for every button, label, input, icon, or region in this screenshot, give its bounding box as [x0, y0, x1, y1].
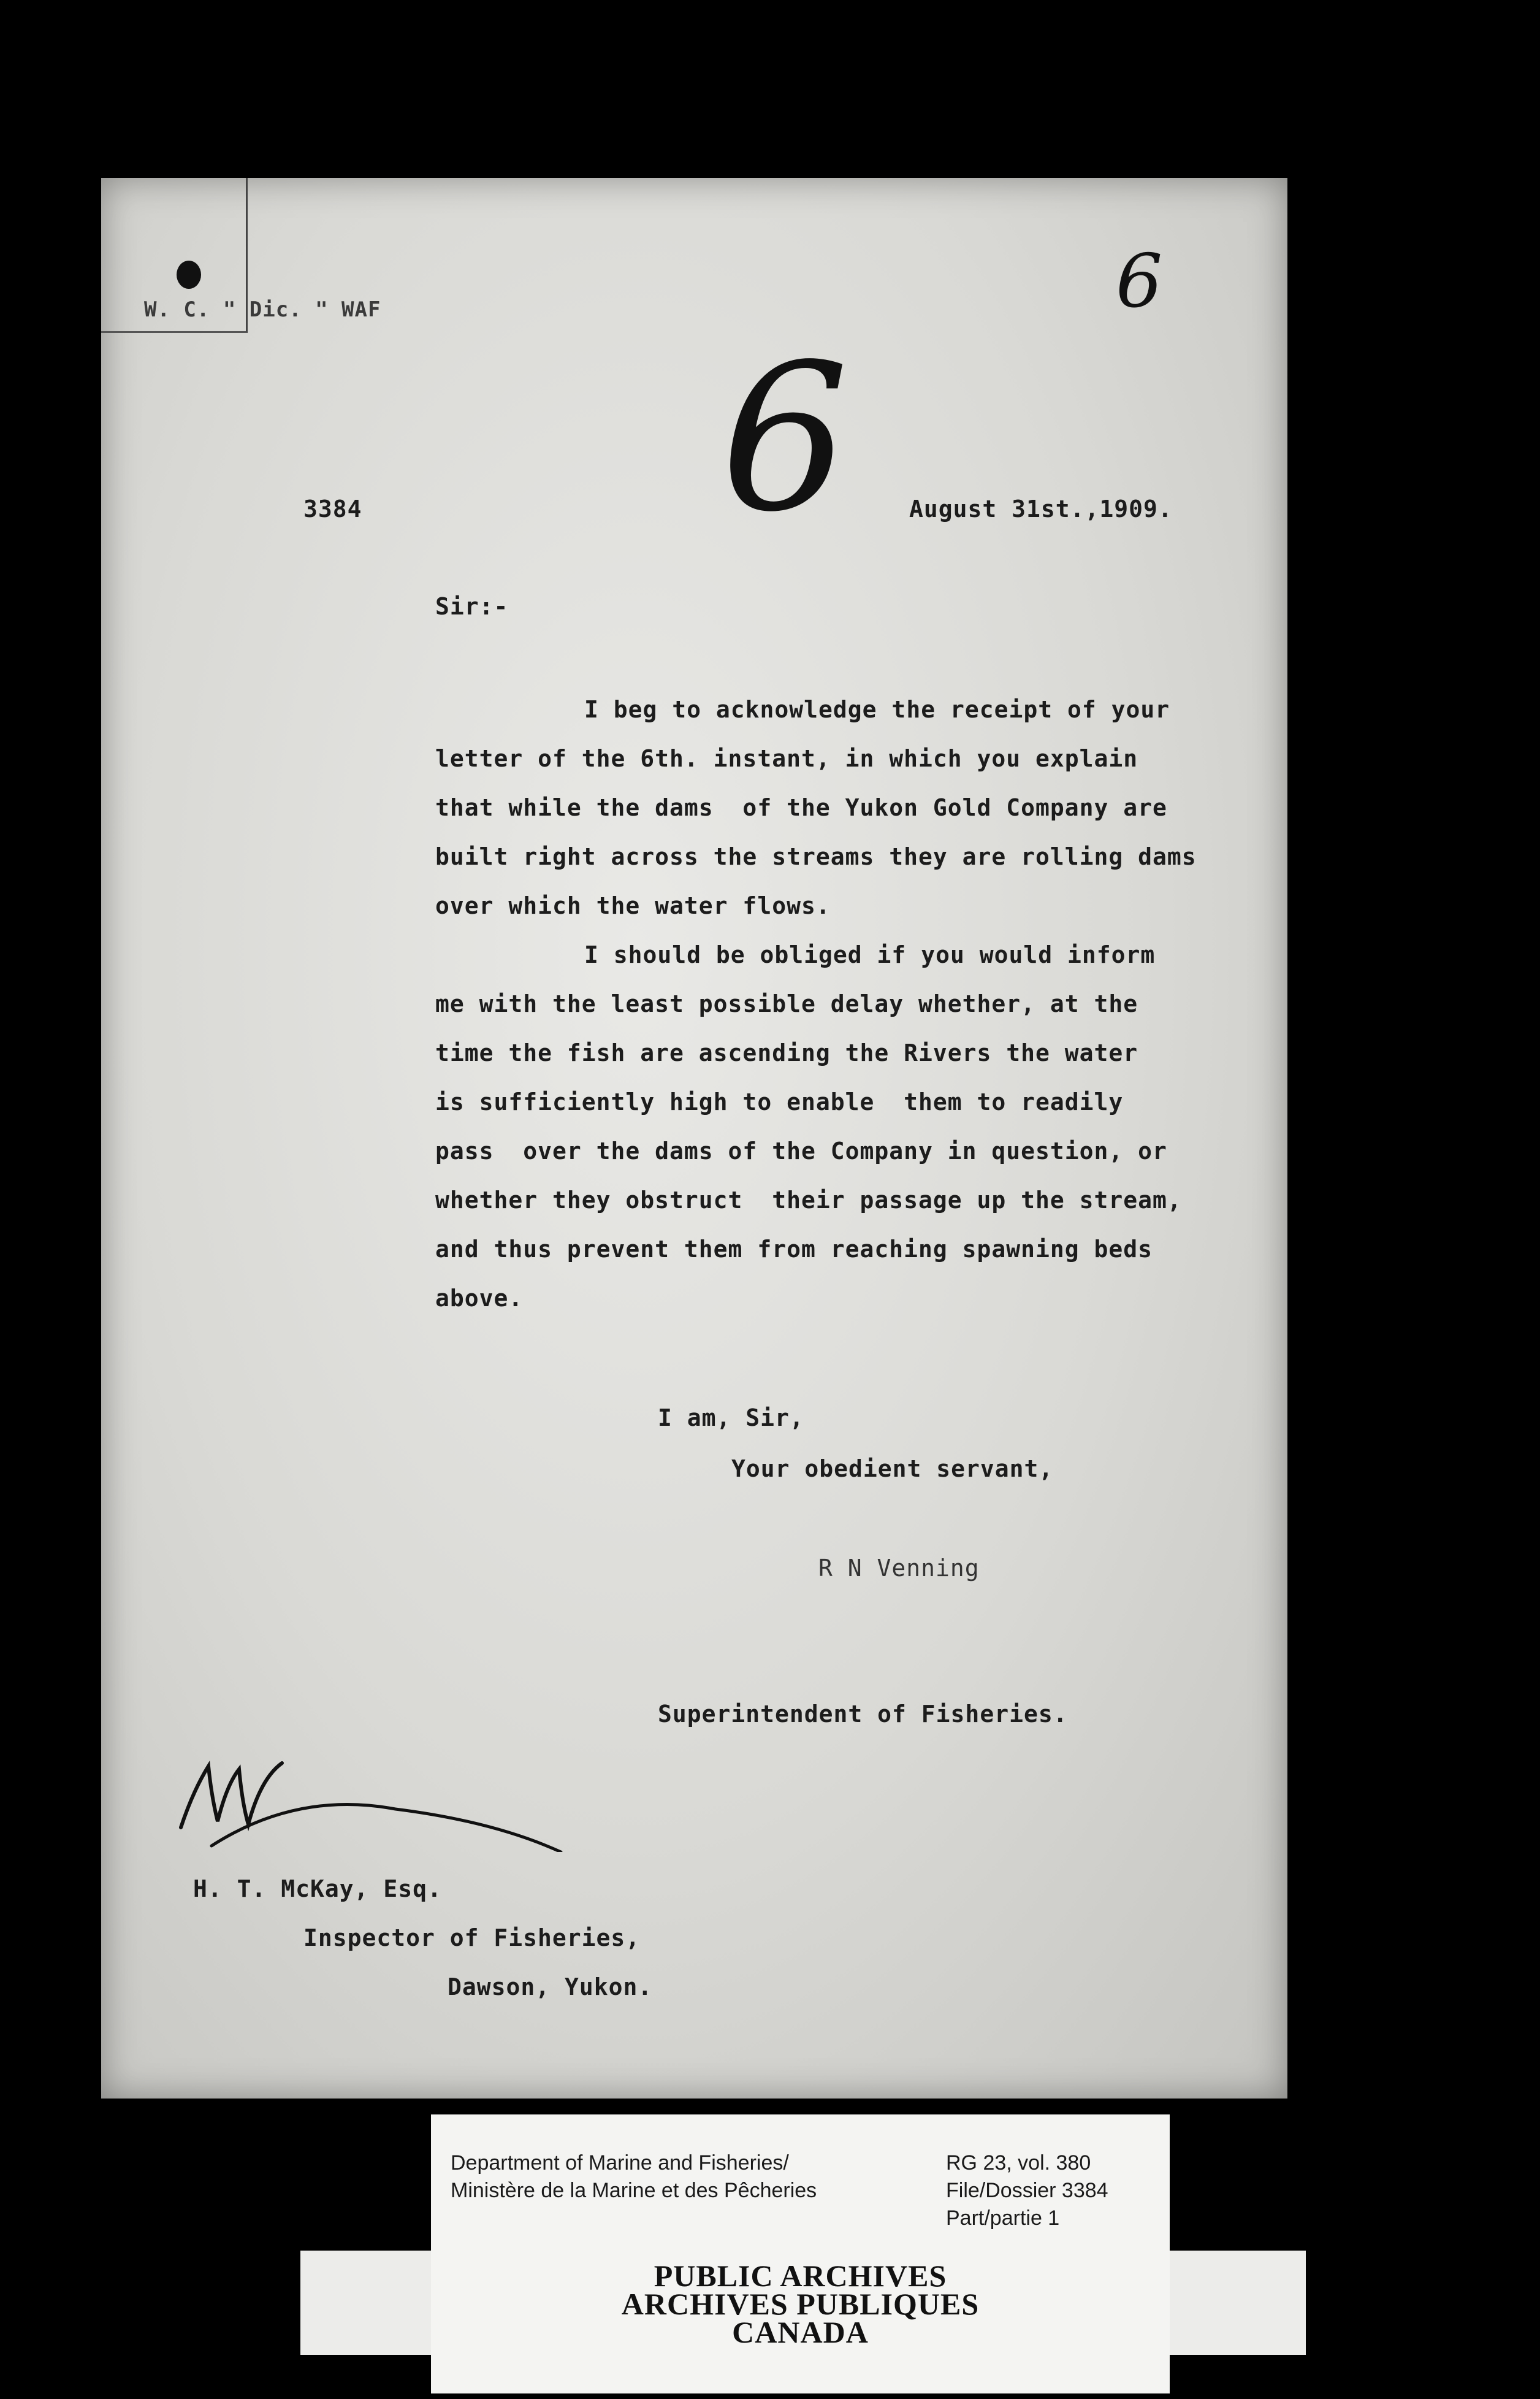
body-line: and thus prevent them from reaching spawning beds [435, 1236, 1153, 1263]
closing-line: I am, Sir, [658, 1404, 804, 1431]
initials-signature [175, 1754, 592, 1852]
body-line: whether they obstruct their passage up the stream, [435, 1187, 1182, 1214]
corner-handwritten-number: 6 [1116, 239, 1163, 324]
department-en: Department of Marine and Fisheries/ [451, 2151, 789, 2175]
typed-signature: R N Venning [818, 1555, 980, 1582]
body-line: time the fish are ascending the Rivers the water [435, 1039, 1138, 1066]
archives-country: CANADA [732, 2315, 869, 2349]
record-group: RG 23, vol. 380 [946, 2151, 1091, 2175]
body-line: above. [435, 1285, 524, 1312]
file-number: 3384 [303, 495, 362, 522]
body-line: built right across the streams they are rolling dams [435, 843, 1197, 870]
signer-title: Superintendent of Fisheries. [658, 1701, 1068, 1728]
letter-date: August 31st.,1909. [909, 495, 1173, 522]
body-line: I beg to acknowledge the receipt of your [584, 696, 1170, 723]
body-line: over which the water flows. [435, 892, 831, 919]
body-line: is sufficiently high to enable them to readily [435, 1089, 1124, 1115]
closing-servant: Your obedient servant, [731, 1455, 1054, 1482]
letter-page [101, 178, 1287, 2099]
body-line: me with the least possible delay whether, at the [435, 990, 1138, 1017]
addressee-place: Dawson, Yukon. [448, 1973, 653, 2000]
file-dossier: File/Dossier 3384 [946, 2179, 1108, 2202]
archive-label [431, 2114, 1170, 2393]
part-partie: Part/partie 1 [946, 2206, 1060, 2230]
body-line: pass over the dams of the Company in question, or [435, 1138, 1167, 1165]
body-line: that while the dams of the Yukon Gold Company are [435, 794, 1167, 821]
addressee-name: H. T. McKay, Esq. [193, 1875, 442, 1902]
addressee-title: Inspector of Fisheries, [303, 1924, 641, 1951]
archives-fr: ARCHIVES PUBLIQUES [621, 2287, 980, 2321]
body-line: letter of the 6th. instant, in which you explain [435, 745, 1138, 772]
center-handwritten-number: 6 [720, 321, 849, 556]
ink-blot [177, 261, 201, 289]
body-line: I should be obliged if you would inform [584, 941, 1156, 968]
department-fr: Ministère de la Marine et des Pêcheries [451, 2179, 817, 2202]
salutation: Sir:- [435, 593, 509, 620]
dictation-line: W. C. " Dic. " WAF [144, 297, 381, 322]
archives-en: PUBLIC ARCHIVES [654, 2259, 947, 2293]
